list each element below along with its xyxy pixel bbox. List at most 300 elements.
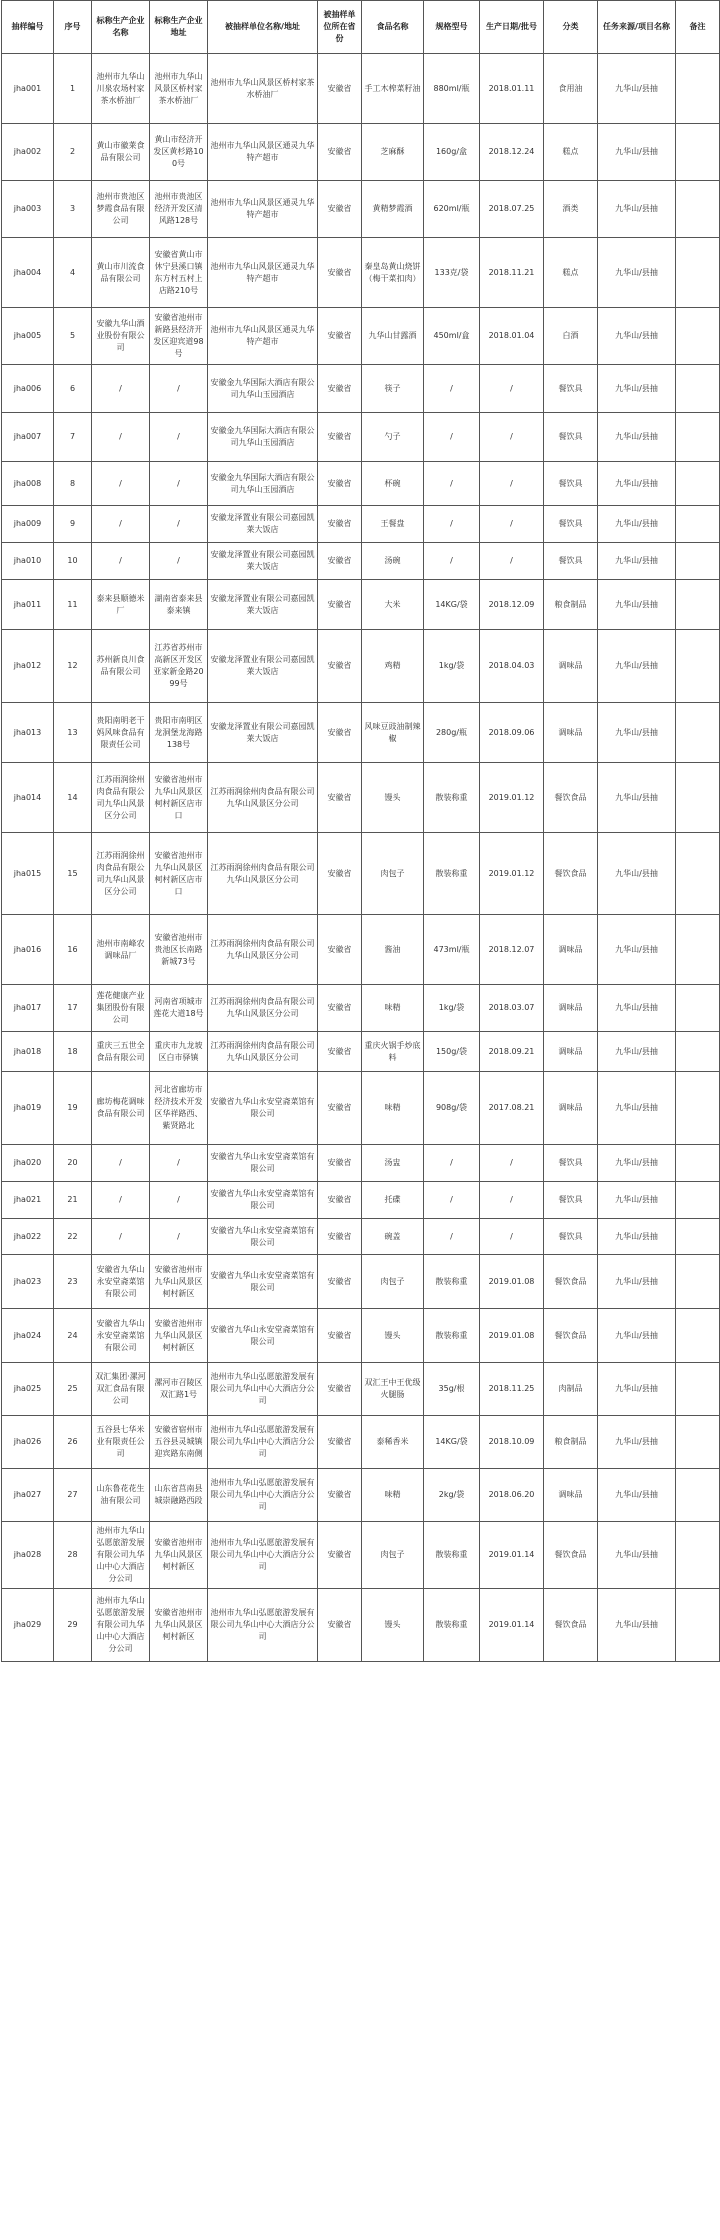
cell-task-source: 九华山/县抽 xyxy=(598,630,676,703)
cell-province: 安徽省 xyxy=(318,54,362,124)
cell-province: 安徽省 xyxy=(318,238,362,308)
cell-food-name: 汤盅 xyxy=(362,1145,424,1182)
cell-producer-address: 安徽省池州市九华山风景区柯村新区 xyxy=(150,1589,208,1662)
cell-producer-address: 江苏省苏州市高新区开发区亚家新金路2099号 xyxy=(150,630,208,703)
cell-province: 安徽省 xyxy=(318,1416,362,1469)
cell-remark xyxy=(676,238,720,308)
cell-remark xyxy=(676,833,720,915)
table-row xyxy=(2,54,720,124)
cell-category: 餐饮具 xyxy=(544,365,598,413)
cell-sample-id: jha016 xyxy=(2,915,54,985)
cell-food-name: 双汇王中王优级火腿肠 xyxy=(362,1363,424,1416)
cell-producer-address: 河北省廊坊市经济技术开发区华祥路西、紫贤路北 xyxy=(150,1072,208,1145)
cell-producer-address: 贵阳市南明区龙洞堡龙海路138号 xyxy=(150,703,208,763)
cell-category: 调味品 xyxy=(544,1469,598,1522)
cell-production-date: 2019.01.08 xyxy=(480,1255,544,1309)
cell-sample-id: jha006 xyxy=(2,365,54,413)
cell-producer-name: / xyxy=(92,1145,150,1182)
cell-sampled-unit: 安徽龙泽置业有限公司嘉园凯莱大饭店 xyxy=(208,506,318,543)
cell-production-date: 2018.12.07 xyxy=(480,915,544,985)
cell-producer-address: / xyxy=(150,1219,208,1255)
cell-category: 肉制品 xyxy=(544,1363,598,1416)
cell-spec: 908g/袋 xyxy=(424,1072,480,1145)
cell-food-name: 碗盖 xyxy=(362,1219,424,1255)
cell-production-date: / xyxy=(480,413,544,462)
cell-sampled-unit: 安徽龙泽置业有限公司嘉园凯莱大饭店 xyxy=(208,580,318,630)
cell-spec: 1kg/袋 xyxy=(424,630,480,703)
cell-sample-id: jha025 xyxy=(2,1363,54,1416)
cell-production-date: 2018.11.21 xyxy=(480,238,544,308)
cell-sampled-unit: 江苏雨润徐州肉食品有限公司九华山风景区分公司 xyxy=(208,985,318,1032)
cell-category: 餐饮食品 xyxy=(544,1589,598,1662)
cell-producer-name: 安徽九华山酒业股份有限公司 xyxy=(92,308,150,365)
cell-production-date: / xyxy=(480,506,544,543)
cell-task-source: 九华山/县抽 xyxy=(598,413,676,462)
table-row xyxy=(2,238,720,308)
table-body xyxy=(2,54,720,1662)
cell-province: 安徽省 xyxy=(318,413,362,462)
cell-spec: 620ml/瓶 xyxy=(424,181,480,238)
header-production-date: 生产日期/批号 xyxy=(480,1,544,54)
cell-task-source: 九华山/县抽 xyxy=(598,308,676,365)
cell-sampled-unit: 江苏雨润徐州肉食品有限公司九华山风景区分公司 xyxy=(208,915,318,985)
cell-province: 安徽省 xyxy=(318,915,362,985)
cell-task-source: 九华山/县抽 xyxy=(598,124,676,181)
cell-producer-name: 五谷县七华米业有限责任公司 xyxy=(92,1416,150,1469)
cell-remark xyxy=(676,1255,720,1309)
cell-category: 糕点 xyxy=(544,124,598,181)
cell-seq: 26 xyxy=(54,1416,92,1469)
header-sample-id: 抽样编号 xyxy=(2,1,54,54)
cell-seq: 20 xyxy=(54,1145,92,1182)
cell-producer-name: 重庆三五世全食品有限公司 xyxy=(92,1032,150,1072)
cell-sampled-unit: 安徽金九华国际大酒店有限公司九华山玉园酒店 xyxy=(208,462,318,506)
cell-province: 安徽省 xyxy=(318,1219,362,1255)
cell-seq: 12 xyxy=(54,630,92,703)
cell-producer-name: / xyxy=(92,1219,150,1255)
cell-production-date: 2018.04.03 xyxy=(480,630,544,703)
cell-food-name: 鸡精 xyxy=(362,630,424,703)
cell-category: 餐饮具 xyxy=(544,1219,598,1255)
cell-task-source: 九华山/县抽 xyxy=(598,1469,676,1522)
cell-seq: 6 xyxy=(54,365,92,413)
cell-spec: 散装称重 xyxy=(424,1589,480,1662)
cell-sampled-unit: 江苏雨润徐州肉食品有限公司九华山风景区分公司 xyxy=(208,1032,318,1072)
cell-seq: 5 xyxy=(54,308,92,365)
cell-production-date: / xyxy=(480,543,544,580)
cell-spec: 450ml/盒 xyxy=(424,308,480,365)
cell-task-source: 九华山/县抽 xyxy=(598,915,676,985)
cell-sample-id: jha019 xyxy=(2,1072,54,1145)
table-row xyxy=(2,703,720,763)
cell-producer-name: 山东鲁花花生油有限公司 xyxy=(92,1469,150,1522)
cell-category: 餐饮食品 xyxy=(544,763,598,833)
cell-category: 酒类 xyxy=(544,181,598,238)
table-row xyxy=(2,1589,720,1662)
cell-remark xyxy=(676,54,720,124)
cell-task-source: 九华山/县抽 xyxy=(598,1522,676,1589)
cell-producer-address: / xyxy=(150,365,208,413)
cell-producer-address: 安徽省池州市新路县经济开发区迎宾道98号 xyxy=(150,308,208,365)
cell-seq: 4 xyxy=(54,238,92,308)
cell-producer-address: 安徽省池州市九华山风景区柯村新区 xyxy=(150,1522,208,1589)
cell-task-source: 九华山/县抽 xyxy=(598,1219,676,1255)
cell-sample-id: jha023 xyxy=(2,1255,54,1309)
cell-food-name: 肉包子 xyxy=(362,1255,424,1309)
table-row xyxy=(2,580,720,630)
cell-spec: 散装称重 xyxy=(424,833,480,915)
table-row xyxy=(2,1255,720,1309)
table-row xyxy=(2,1182,720,1219)
cell-sample-id: jha018 xyxy=(2,1032,54,1072)
cell-sampled-unit: 安徽龙泽置业有限公司嘉园凯莱大饭店 xyxy=(208,703,318,763)
cell-remark xyxy=(676,1032,720,1072)
cell-producer-address: 安徽省池州市九华山风景区柯村新区店市口 xyxy=(150,763,208,833)
cell-task-source: 九华山/县抽 xyxy=(598,462,676,506)
cell-spec: 1kg/袋 xyxy=(424,985,480,1032)
cell-province: 安徽省 xyxy=(318,543,362,580)
cell-production-date: 2018.09.21 xyxy=(480,1032,544,1072)
cell-sampled-unit: 池州市九华山弘愿旅游发展有限公司九华山中心大酒店分公司 xyxy=(208,1416,318,1469)
header-seq: 序号 xyxy=(54,1,92,54)
cell-province: 安徽省 xyxy=(318,985,362,1032)
table-row xyxy=(2,1469,720,1522)
cell-province: 安徽省 xyxy=(318,703,362,763)
cell-category: 餐饮具 xyxy=(544,462,598,506)
cell-task-source: 九华山/县抽 xyxy=(598,181,676,238)
cell-producer-name: 廊坊梅花调味食品有限公司 xyxy=(92,1072,150,1145)
cell-producer-name: 池州市九华山弘愿旅游发展有限公司九华山中心大酒店分公司 xyxy=(92,1589,150,1662)
cell-category: 食用油 xyxy=(544,54,598,124)
cell-seq: 13 xyxy=(54,703,92,763)
cell-spec: 14KG/袋 xyxy=(424,580,480,630)
cell-producer-address: / xyxy=(150,1145,208,1182)
header-row xyxy=(2,1,720,54)
cell-remark xyxy=(676,1522,720,1589)
cell-producer-name: / xyxy=(92,413,150,462)
cell-producer-address: 漯河市召陵区双汇路1号 xyxy=(150,1363,208,1416)
cell-producer-name: 黄山市徽莱食品有限公司 xyxy=(92,124,150,181)
cell-province: 安徽省 xyxy=(318,308,362,365)
cell-producer-address: / xyxy=(150,1182,208,1219)
cell-remark xyxy=(676,506,720,543)
cell-production-date: 2019.01.14 xyxy=(480,1522,544,1589)
cell-spec: 2kg/袋 xyxy=(424,1469,480,1522)
cell-sample-id: jha002 xyxy=(2,124,54,181)
cell-production-date: 2019.01.12 xyxy=(480,833,544,915)
cell-production-date: 2018.11.25 xyxy=(480,1363,544,1416)
cell-seq: 25 xyxy=(54,1363,92,1416)
cell-production-date: 2018.12.09 xyxy=(480,580,544,630)
cell-production-date: 2018.01.11 xyxy=(480,54,544,124)
cell-production-date: 2018.12.24 xyxy=(480,124,544,181)
cell-producer-name: / xyxy=(92,543,150,580)
cell-category: 粮食制品 xyxy=(544,580,598,630)
table-row xyxy=(2,1219,720,1255)
cell-producer-name: 江苏雨润徐州肉食品有限公司九华山风景区分公司 xyxy=(92,763,150,833)
cell-producer-address: 安徽省池州市九华山风景区柯村新区 xyxy=(150,1255,208,1309)
cell-remark xyxy=(676,763,720,833)
inspection-table xyxy=(1,0,720,1662)
cell-producer-name: 安徽省九华山永安堂斋菜馆有限公司 xyxy=(92,1309,150,1363)
cell-province: 安徽省 xyxy=(318,1255,362,1309)
table-row xyxy=(2,124,720,181)
cell-sample-id: jha003 xyxy=(2,181,54,238)
cell-province: 安徽省 xyxy=(318,630,362,703)
cell-seq: 18 xyxy=(54,1032,92,1072)
header-spec: 规格型号 xyxy=(424,1,480,54)
cell-sampled-unit: 江苏雨润徐州肉食品有限公司九华山风景区分公司 xyxy=(208,833,318,915)
cell-sampled-unit: 池州市九华山弘愿旅游发展有限公司九华山中心大酒店分公司 xyxy=(208,1469,318,1522)
cell-sample-id: jha022 xyxy=(2,1219,54,1255)
cell-spec: 散装称重 xyxy=(424,1309,480,1363)
header-food-name: 食品名称 xyxy=(362,1,424,54)
cell-seq: 15 xyxy=(54,833,92,915)
cell-producer-address: / xyxy=(150,506,208,543)
cell-category: 餐饮食品 xyxy=(544,1309,598,1363)
cell-food-name: 手工木榨菜籽油 xyxy=(362,54,424,124)
cell-producer-name: / xyxy=(92,365,150,413)
table-row xyxy=(2,308,720,365)
cell-producer-address: 黄山市经济开发区黄杉路100号 xyxy=(150,124,208,181)
cell-province: 安徽省 xyxy=(318,580,362,630)
cell-spec: 880ml/瓶 xyxy=(424,54,480,124)
table-row xyxy=(2,915,720,985)
cell-remark xyxy=(676,1363,720,1416)
cell-producer-address: / xyxy=(150,462,208,506)
cell-producer-address: 池州市贵池区经济开发区清风路128号 xyxy=(150,181,208,238)
cell-category: 调味品 xyxy=(544,985,598,1032)
cell-category: 调味品 xyxy=(544,630,598,703)
cell-producer-name: 池州市九华山弘愿旅游发展有限公司九华山中心大酒店分公司 xyxy=(92,1522,150,1589)
cell-category: 餐饮食品 xyxy=(544,1522,598,1589)
cell-sampled-unit: 安徽省九华山永安堂斋菜馆有限公司 xyxy=(208,1182,318,1219)
header-province: 被抽样单位所在省份 xyxy=(318,1,362,54)
cell-sampled-unit: 江苏雨润徐州肉食品有限公司九华山风景区分公司 xyxy=(208,763,318,833)
cell-spec: 160g/盒 xyxy=(424,124,480,181)
cell-province: 安徽省 xyxy=(318,1072,362,1145)
cell-remark xyxy=(676,543,720,580)
cell-sample-id: jha028 xyxy=(2,1522,54,1589)
cell-sample-id: jha001 xyxy=(2,54,54,124)
cell-seq: 1 xyxy=(54,54,92,124)
cell-remark xyxy=(676,1145,720,1182)
table-row xyxy=(2,985,720,1032)
cell-province: 安徽省 xyxy=(318,1363,362,1416)
cell-task-source: 九华山/县抽 xyxy=(598,1416,676,1469)
cell-seq: 24 xyxy=(54,1309,92,1363)
cell-remark xyxy=(676,1589,720,1662)
cell-sampled-unit: 安徽省九华山永安堂斋菜馆有限公司 xyxy=(208,1072,318,1145)
cell-sample-id: jha009 xyxy=(2,506,54,543)
cell-sample-id: jha020 xyxy=(2,1145,54,1182)
cell-province: 安徽省 xyxy=(318,1032,362,1072)
cell-producer-name: 安徽省九华山永安堂斋菜馆有限公司 xyxy=(92,1255,150,1309)
header-producer-address: 标称生产企业地址 xyxy=(150,1,208,54)
cell-food-name: 秦皇岛黄山烧饼（梅干菜扣肉） xyxy=(362,238,424,308)
cell-seq: 23 xyxy=(54,1255,92,1309)
cell-spec: / xyxy=(424,1219,480,1255)
table-row xyxy=(2,630,720,703)
header-sampled-unit: 被抽样单位名称/地址 xyxy=(208,1,318,54)
table-row xyxy=(2,1072,720,1145)
cell-spec: 150g/袋 xyxy=(424,1032,480,1072)
table-row xyxy=(2,1363,720,1416)
cell-remark xyxy=(676,413,720,462)
cell-sample-id: jha005 xyxy=(2,308,54,365)
cell-seq: 22 xyxy=(54,1219,92,1255)
cell-sample-id: jha024 xyxy=(2,1309,54,1363)
cell-food-name: 馒头 xyxy=(362,1309,424,1363)
cell-sampled-unit: 安徽龙泽置业有限公司嘉园凯莱大饭店 xyxy=(208,630,318,703)
table-row xyxy=(2,543,720,580)
cell-task-source: 九华山/县抽 xyxy=(598,1309,676,1363)
cell-province: 安徽省 xyxy=(318,1469,362,1522)
cell-seq: 27 xyxy=(54,1469,92,1522)
cell-province: 安徽省 xyxy=(318,506,362,543)
cell-producer-address: 安徽省池州市贵池区长南路新城73号 xyxy=(150,915,208,985)
cell-task-source: 九华山/县抽 xyxy=(598,763,676,833)
cell-sample-id: jha029 xyxy=(2,1589,54,1662)
cell-seq: 7 xyxy=(54,413,92,462)
cell-seq: 29 xyxy=(54,1589,92,1662)
cell-remark xyxy=(676,365,720,413)
cell-production-date: / xyxy=(480,1182,544,1219)
cell-remark xyxy=(676,124,720,181)
cell-production-date: / xyxy=(480,365,544,413)
cell-producer-address: 池州市九华山风景区桥村家茶水桥油厂 xyxy=(150,54,208,124)
cell-spec: 散装称重 xyxy=(424,1255,480,1309)
cell-task-source: 九华山/县抽 xyxy=(598,1145,676,1182)
cell-production-date: 2018.10.09 xyxy=(480,1416,544,1469)
cell-sample-id: jha021 xyxy=(2,1182,54,1219)
header-remark: 备注 xyxy=(676,1,720,54)
cell-task-source: 九华山/县抽 xyxy=(598,1363,676,1416)
cell-producer-name: 江苏雨润徐州肉食品有限公司九华山风景区分公司 xyxy=(92,833,150,915)
cell-spec: / xyxy=(424,543,480,580)
table-row xyxy=(2,506,720,543)
cell-task-source: 九华山/县抽 xyxy=(598,985,676,1032)
cell-task-source: 九华山/县抽 xyxy=(598,1182,676,1219)
cell-producer-address: 安徽省池州市九华山风景区柯村新区 xyxy=(150,1309,208,1363)
cell-production-date: 2017.08.21 xyxy=(480,1072,544,1145)
header-task-source: 任务来源/项目名称 xyxy=(598,1,676,54)
cell-producer-name: / xyxy=(92,462,150,506)
cell-spec: 14KG/袋 xyxy=(424,1416,480,1469)
cell-producer-name: 苏州新良川食品有限公司 xyxy=(92,630,150,703)
table-row xyxy=(2,763,720,833)
cell-producer-address: / xyxy=(150,543,208,580)
cell-producer-name: 池州市九华山川泉农场村家茶水桥油厂 xyxy=(92,54,150,124)
cell-province: 安徽省 xyxy=(318,365,362,413)
cell-spec: 散装称重 xyxy=(424,1522,480,1589)
cell-food-name: 黄精梦霞酒 xyxy=(362,181,424,238)
table-row xyxy=(2,1416,720,1469)
cell-food-name: 勺子 xyxy=(362,413,424,462)
cell-remark xyxy=(676,915,720,985)
cell-category: 调味品 xyxy=(544,1072,598,1145)
cell-sampled-unit: 安徽省九华山永安堂斋菜馆有限公司 xyxy=(208,1219,318,1255)
cell-producer-address: 湖南省泰来县泰来镇 xyxy=(150,580,208,630)
cell-task-source: 九华山/县抽 xyxy=(598,703,676,763)
cell-spec: 133克/袋 xyxy=(424,238,480,308)
cell-category: 餐饮食品 xyxy=(544,833,598,915)
cell-food-name: 肉包子 xyxy=(362,833,424,915)
cell-food-name: 泰稀香米 xyxy=(362,1416,424,1469)
cell-production-date: 2018.01.04 xyxy=(480,308,544,365)
cell-task-source: 九华山/县抽 xyxy=(598,365,676,413)
cell-producer-name: 莲花健康产业集团股份有限公司 xyxy=(92,985,150,1032)
table-row xyxy=(2,1309,720,1363)
cell-sample-id: jha026 xyxy=(2,1416,54,1469)
cell-seq: 19 xyxy=(54,1072,92,1145)
cell-task-source: 九华山/县抽 xyxy=(598,1589,676,1662)
cell-task-source: 九华山/县抽 xyxy=(598,1072,676,1145)
cell-task-source: 九华山/县抽 xyxy=(598,543,676,580)
header-category: 分类 xyxy=(544,1,598,54)
cell-sampled-unit: 安徽省九华山永安堂斋菜馆有限公司 xyxy=(208,1255,318,1309)
cell-spec: 280g/瓶 xyxy=(424,703,480,763)
cell-food-name: 大米 xyxy=(362,580,424,630)
cell-sampled-unit: 安徽龙泽置业有限公司嘉园凯莱大饭店 xyxy=(208,543,318,580)
cell-category: 餐饮具 xyxy=(544,543,598,580)
cell-producer-address: 重庆市九龙坡区白市驿镇 xyxy=(150,1032,208,1072)
cell-sample-id: jha007 xyxy=(2,413,54,462)
cell-task-source: 九华山/县抽 xyxy=(598,1032,676,1072)
cell-production-date: 2019.01.14 xyxy=(480,1589,544,1662)
cell-sample-id: jha027 xyxy=(2,1469,54,1522)
cell-sampled-unit: 池州市九华山弘愿旅游发展有限公司九华山中心大酒店分公司 xyxy=(208,1363,318,1416)
cell-seq: 2 xyxy=(54,124,92,181)
cell-food-name: 酱油 xyxy=(362,915,424,985)
cell-food-name: 九华山甘露酒 xyxy=(362,308,424,365)
cell-food-name: 馒头 xyxy=(362,763,424,833)
cell-task-source: 九华山/县抽 xyxy=(598,54,676,124)
cell-production-date: 2018.06.20 xyxy=(480,1469,544,1522)
cell-seq: 10 xyxy=(54,543,92,580)
cell-spec: / xyxy=(424,413,480,462)
cell-category: 调味品 xyxy=(544,1032,598,1072)
cell-sampled-unit: 安徽金九华国际大酒店有限公司九华山玉园酒店 xyxy=(208,413,318,462)
cell-producer-address: 安徽省黄山市休宁县溪口镇东方村五村上店路210号 xyxy=(150,238,208,308)
cell-remark xyxy=(676,181,720,238)
table-row xyxy=(2,1032,720,1072)
cell-sample-id: jha013 xyxy=(2,703,54,763)
cell-category: 糕点 xyxy=(544,238,598,308)
cell-remark xyxy=(676,985,720,1032)
cell-category: 餐饮具 xyxy=(544,1145,598,1182)
cell-seq: 3 xyxy=(54,181,92,238)
table-row xyxy=(2,833,720,915)
cell-remark xyxy=(676,1219,720,1255)
cell-producer-name: 贵阳南明老干妈风味食品有限责任公司 xyxy=(92,703,150,763)
cell-producer-address: 山东省莒南县城崇融路西段 xyxy=(150,1469,208,1522)
cell-spec: 35g/根 xyxy=(424,1363,480,1416)
cell-production-date: 2019.01.12 xyxy=(480,763,544,833)
cell-food-name: 王餐盘 xyxy=(362,506,424,543)
cell-production-date: 2019.01.08 xyxy=(480,1309,544,1363)
cell-seq: 16 xyxy=(54,915,92,985)
cell-task-source: 九华山/县抽 xyxy=(598,506,676,543)
table-row xyxy=(2,365,720,413)
cell-sampled-unit: 池州市九华山弘愿旅游发展有限公司九华山中心大酒店分公司 xyxy=(208,1589,318,1662)
cell-sampled-unit: 池州市九华山风景区通灵九华特产超市 xyxy=(208,124,318,181)
cell-category: 粮食制品 xyxy=(544,1416,598,1469)
cell-producer-name: 泰来县顺德米厂 xyxy=(92,580,150,630)
cell-remark xyxy=(676,1309,720,1363)
cell-food-name: 筷子 xyxy=(362,365,424,413)
cell-production-date: 2018.03.07 xyxy=(480,985,544,1032)
